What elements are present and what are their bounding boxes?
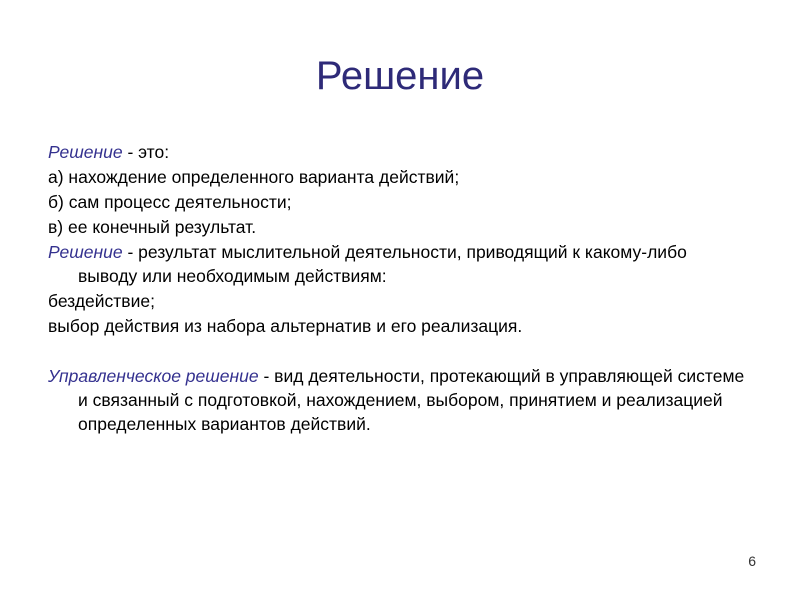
paragraph-text: бездействие;: [48, 291, 155, 311]
paragraph-inaction: [48, 289, 748, 313]
paragraph-text: - результат мыслительной деятельности, приводящий к какому-либо выводу или необходимым действиям:: [78, 242, 687, 286]
paragraph-item-a: [48, 165, 748, 189]
term-reshenie: Решение: [48, 242, 123, 262]
term-management-decision: Управленческое решение: [48, 366, 259, 386]
slide-title: Решение: [315, 54, 485, 98]
paragraph-text: - вид деятельности, протекающий в управляющей системе и связанный с подготовкой, нахождением, выбором, принятием и реализацией определенных вариантов действий.: [78, 366, 745, 434]
paragraph-management-decision: [48, 364, 748, 436]
paragraph-text: а) нахождение определенного варианта действий;: [48, 167, 460, 187]
page-number: 6: [748, 553, 756, 569]
paragraph-choice: [48, 314, 748, 338]
paragraph-text: б) сам процесс деятельности;: [48, 192, 292, 212]
paragraph-text: в) ее конечный результат.: [48, 217, 257, 237]
paragraph-item-c: [48, 215, 748, 239]
paragraph-text: - это:: [122, 142, 170, 162]
paragraph-definition-result: [48, 240, 748, 288]
paragraph-item-b: [48, 190, 748, 214]
slide-body: [48, 140, 748, 437]
paragraph-text: выбор действия из набора альтернатив и его реализация.: [48, 316, 523, 336]
paragraph-definition-intro: [48, 140, 748, 164]
term-reshenie: Решение: [48, 142, 123, 162]
